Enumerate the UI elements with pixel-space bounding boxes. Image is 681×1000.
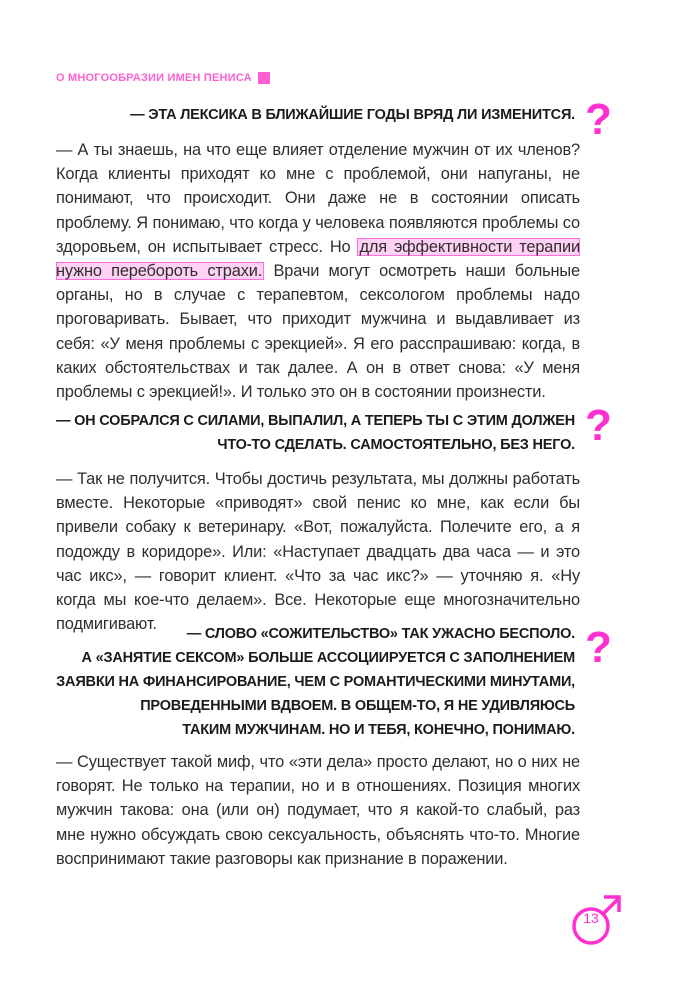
question-1 bbox=[130, 103, 575, 127]
answer-paragraph-2 bbox=[56, 467, 580, 636]
answer-paragraph-1 bbox=[56, 138, 580, 404]
paragraph-3-text: — Существует такой миф, что «эти дела» просто делают, но о них не говорят. Не только на терапии, но и в отношениях. Позиция многих мужчин такова: она (или он) подумает, что я какой-то слабый, раз мне нужно обсуждать свою сексуальность, объяснять что-то. Многие воспринимают такие разговоры как признание в поражении. bbox=[56, 753, 580, 868]
page-number: 13 bbox=[583, 910, 599, 926]
question-3 bbox=[56, 622, 575, 742]
answer-paragraph-3 bbox=[56, 750, 580, 871]
question-1-line: — ЭТА ЛЕКСИКА В БЛИЖАЙШИЕ ГОДЫ ВРЯД ЛИ ИЗМЕНИТСЯ. bbox=[130, 107, 575, 123]
question-3-line: ТАКИМ МУЖЧИНАМ. НО И ТЕБЯ, КОНЕЧНО, ПОНИМАЮ. bbox=[182, 722, 575, 738]
paragraph-1-text-start: — А ты знаешь, на что еще влияет отделение мужчин от их членов? Когда клиенты приходят ко мне с проблемой, они напуганы, не понимают, что происходит. Они даже не в состоянии описать проблему. Я понимаю, что когда у человека появляются проблемы со здоровьем, он испытывает стресс. Но bbox=[56, 141, 580, 256]
question-3-line: — СЛОВО «СОЖИТЕЛЬСТВО» ТАК УЖАСНО БЕСПОЛО. bbox=[186, 626, 575, 642]
question-3-line: ПРОВЕДЕННЫМИ ВДВОЕМ. В ОБЩЕМ-ТО, Я НЕ УДИВЛЯЮСЬ bbox=[140, 698, 575, 714]
question-3-line: ЗАЯВКИ НА ФИНАНСИРОВАНИЕ, ЧЕМ С РОМАНТИЧЕСКИМИ МИНУТАМИ, bbox=[56, 674, 575, 690]
question-3-line: А «ЗАНЯТИЕ СЕКСОМ» БОЛЬШЕ АССОЦИИРУЕТСЯ С ЗАПОЛНЕНИЕМ bbox=[81, 650, 575, 666]
header-square-icon bbox=[258, 72, 270, 84]
header-title: О МНОГООБРАЗИИ ИМЕН ПЕНИСА bbox=[56, 72, 252, 84]
question-mark-icon: ? bbox=[585, 95, 612, 144]
question-mark-icon: ? bbox=[585, 401, 612, 450]
question-2-line: ЧТО-ТО СДЕЛАТЬ. САМОСТОЯТЕЛЬНО, БЕЗ НЕГО. bbox=[217, 437, 575, 453]
paragraph-2-text: — Так не получится. Чтобы достичь результата, мы должны работать вместе. Некоторые «приводят» свой пенис ко мне, как если бы привели собаку к ветеринару. «Вот, пожалуйста. Полечите его, а я подожду в коридоре». Или: «Наступает двадцать два часа — и это час икс», — говорит клиент. «Что за час икс?» — уточняю я. «Ну когда мы кое-что делаем». Все. Некоторые еще многозначительно подмигивают. bbox=[56, 470, 580, 634]
page-number-badge bbox=[562, 884, 632, 956]
question-mark-icon: ? bbox=[585, 623, 612, 672]
question-2-line: — ОН СОБРАЛСЯ С СИЛАМИ, ВЫПАЛИЛ, А ТЕПЕРЬ ТЫ С ЭТИМ ДОЛЖЕН bbox=[55, 413, 575, 429]
paragraph-1-text-end: Врачи могут осмотреть наши больные органы, но в случае с терапевтом, сексологом проблемы надо проговаривать. Бывает, что приходит мужчина и выдавливает из себя: «У меня проблемы с эрекцией». Я его расспрашиваю: когда, в каких обстоятельствах и так далее. А он в ответ снова: «У меня проблемы с эрекцией!». И только это он в состоянии произнести. bbox=[56, 262, 580, 402]
running-header bbox=[56, 72, 270, 84]
highlighted-phrase: для эффективности терапии нужно перебороть страхи. bbox=[56, 237, 580, 281]
question-2 bbox=[56, 409, 575, 457]
